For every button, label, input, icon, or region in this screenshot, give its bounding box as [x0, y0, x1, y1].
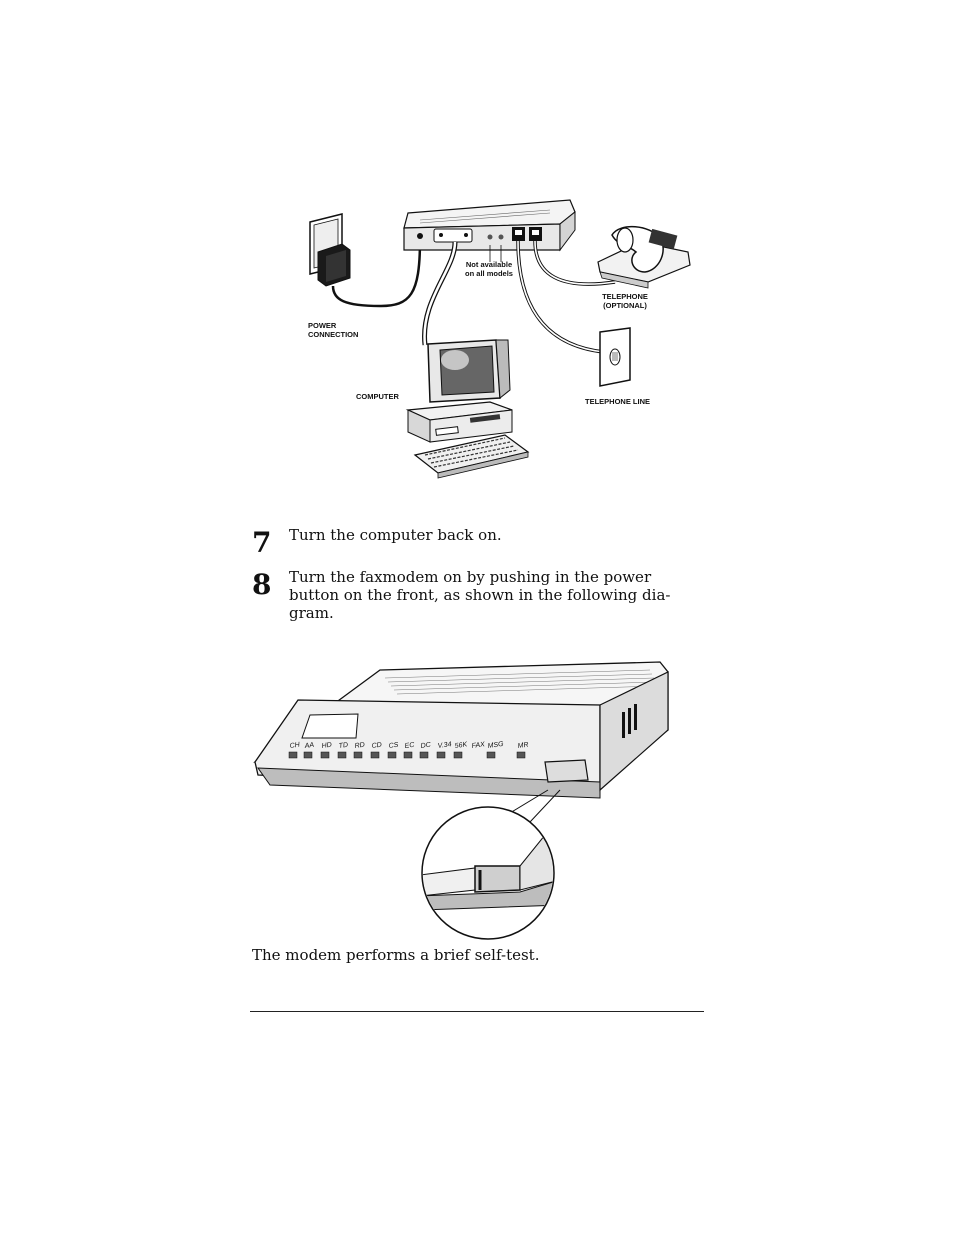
indicator-label: RD [354, 741, 366, 750]
indicator-led [338, 752, 346, 758]
step-8-text: Turn the faxmodem on by pushing in the power button on the front, as shown in the following dia- gram. [289, 568, 671, 622]
step-7-number: 7 [252, 526, 272, 559]
indicator-label: HD [321, 741, 333, 750]
indicator-label: CD [371, 741, 383, 750]
footer-rule [250, 1011, 704, 1012]
indicator-label: MSG [487, 740, 505, 750]
indicator-led [289, 752, 297, 758]
indicator-label: 56K [454, 741, 468, 750]
indicator-label: CH [289, 741, 301, 750]
indicator-label: TD [338, 741, 349, 750]
telephone [598, 227, 690, 288]
indicator-led [304, 752, 312, 758]
indicator-label: V.34 [437, 741, 453, 750]
footer-text: The modem performs a brief self-test. [252, 946, 540, 964]
indicator-label: AA [304, 741, 315, 750]
indicator-led [371, 752, 379, 758]
indicator-led [420, 752, 428, 758]
wall-jack [600, 328, 630, 386]
indicator-led [487, 752, 495, 758]
indicator-label: CS [388, 741, 399, 750]
indicator-label: DC [420, 741, 432, 750]
indicator-led [321, 752, 329, 758]
indicator-label: EC [404, 741, 415, 750]
step-8-number: 8 [252, 568, 272, 601]
telephone-optional-label: TELEPHONE (OPTIONAL) [602, 292, 648, 310]
indicator-led [404, 752, 412, 758]
modem-rear [404, 200, 575, 262]
not-available-label: Not available on all models [465, 260, 513, 278]
computer [408, 340, 528, 478]
indicator-label: FAX [471, 741, 486, 750]
indicator-led [437, 752, 445, 758]
indicator-led [517, 752, 525, 758]
indicator-led [388, 752, 396, 758]
indicator-led [354, 752, 362, 758]
power-connection-label: POWER CONNECTION [308, 321, 359, 339]
step-7-text: Turn the computer back on. [289, 526, 502, 544]
indicator-led [454, 752, 462, 758]
indicator-label: MR [517, 741, 530, 750]
modem-front-diagram [250, 655, 675, 945]
telephone-line-label: TELEPHONE LINE [585, 397, 651, 406]
computer-label: COMPUTER [356, 392, 399, 401]
